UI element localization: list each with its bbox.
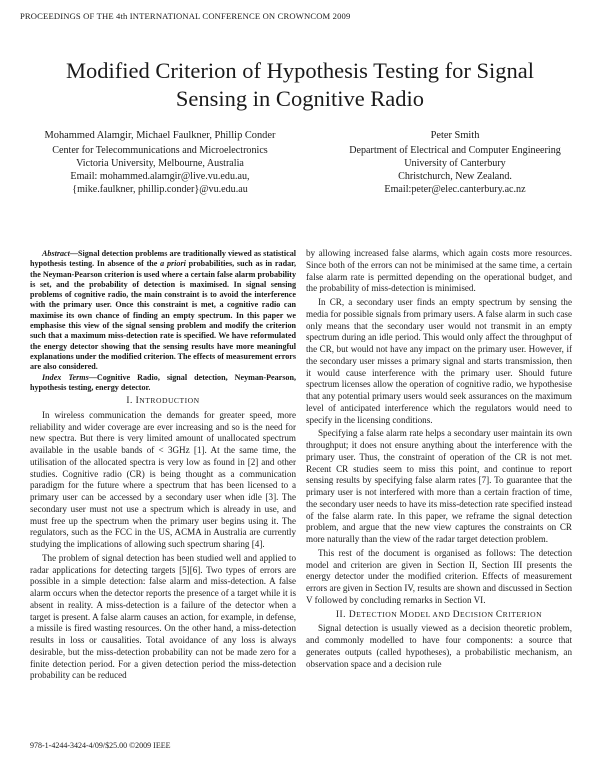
author-block-right xyxy=(330,130,580,197)
abstract-text-a: —Signal detection problems are traditionally viewed as statistical hypothesis testing. In absence of the xyxy=(30,249,296,269)
left-column xyxy=(30,249,296,682)
email-line-1: Email: mohammed.alamgir@live.vu.edu.au, xyxy=(70,171,250,183)
running-head: PROCEEDINGS OF THE 4th INTERNATIONAL CONFERENCE ON CROWNCOM 2009 xyxy=(20,11,351,21)
affiliation-line-3: Christchurch, New Zealand. xyxy=(398,171,512,183)
copyright-footer: 978-1-4244-3424-4/09/$25.00 ©2009 IEEE xyxy=(30,741,171,750)
section-heading-detection-model: II. DETECTION MODEL AND DECISION CRITERION xyxy=(335,609,543,620)
email-line-2: {mike.faulkner, phillip.conder}@vu.edu.au xyxy=(72,184,248,196)
abstract-text-b: probabilities, such as in radar, the Neyman-Pearson criterion is used where a certain false alarm probability is set, and the probability of detection is maximised. In signal sensing problems of cognitive radio, the main constraint is to avoid the interference with the primary user. Once this constraint is met, a cognitive radio can maximise its own chance of finding an empty spectrum. In this paper we emphasise this view of the signal sensing problem and modify the criterion such that a maximum miss-detection rate is specified. We have reformulated the energy detector showing that the sensing results have more meaningful explanations under the modified criterion. The effects of measurement errors are also considered. xyxy=(30,259,297,372)
affiliation-line-2: University of Canterbury xyxy=(404,157,506,169)
affiliation-line-1: Department of Electrical and Computer Engineering xyxy=(349,144,561,156)
title-line-1: Modified Criterion of Hypothesis Testing for Signal xyxy=(66,58,534,83)
abstract-label: Abstract xyxy=(42,249,70,258)
abstract-emphasis: a priori xyxy=(160,259,186,269)
email-line: Email:peter@elec.canterbury.ac.nz xyxy=(384,184,526,196)
index-terms-text: —Cognitive Radio, signal detection, Neyman-Pearson, hypothesis testing, energy detector. xyxy=(30,372,296,392)
paragraph: In CR, a secondary user finds an empty spectrum by sensing the media for possible signals from primary users. A false alarm in such case only means that the secondary user would not transmit in an empty spectrum during an idle period. This would only affect the throughput of the CR, but would not have any impact on the primary user. However, if the secondary user misses a primary signal and starts transmission, then it would cause interference with the primary user. Should future spectrum licenses allow the operation of cognitive radio, we hypothesise that any potential primary users would seek assurances on the maximum level of anticipated interference which the regulators would need to specify in the licensing conditions. xyxy=(306,297,572,425)
paragraph: The problem of signal detection has been studied well and applied to radar applications for detecting targets [5][6]. Two types of errors are possible in a simple detection: false alarm and miss-detection. A false alarm occurs when the detector reports the presence of a target while it is absent in reality. A miss-detection is a failure of the detector when a target is present. A false alarm causes an action, for example, in defense, a missile is fired wasting resources. On the other hand, a miss-detection results in loss or causalities. Total avoidance of any loss is always desirable, but the miss-detection probability can not be made zero for a finite detection period. For a given detection period the miss-detection probability can be reduced xyxy=(30,552,296,681)
author-names-left: Mohammed Alamgir, Michael Faulkner, Phillip Conder xyxy=(44,130,276,141)
affiliation-line-2: Victoria University, Melbourne, Australia xyxy=(76,157,244,169)
index-terms xyxy=(30,373,296,394)
paragraph: This rest of the document is organised as follows: The detection model and criterion are given in Section II, Section III presents the energy detector under the modified criterion. Effects of measurement errors are given in Section IV, results are shown and discussed in Section V followed by concluding remarks in Section VI. xyxy=(306,547,572,605)
right-column xyxy=(306,248,572,670)
paper-title xyxy=(0,57,600,113)
section-heading-introduction: I. INTRODUCTION xyxy=(126,396,200,407)
abstract xyxy=(30,249,296,373)
title-line-2: Sensing in Cognitive Radio xyxy=(175,86,425,111)
author-names-right: Peter Smith xyxy=(430,130,480,141)
paragraph: Signal detection is usually viewed as a decision theoretic problem, and commonly modelled to have four components: a source that generates outputs (called hypotheses), a probabilistic mechanism, an observation space and a decision rule xyxy=(306,623,572,669)
paragraph: In wireless communication the demands for greater speed, more reliability and wider coverage are ever increasing and so is the need for new spectra. But there is very limited amount of unallocated spectrum available in the usable bands of < 3GHz [1]. At the same time, the utilisation of the allocated spectra is very low as found in [2] and other studies. Cognitive radio (CR) is being thought as a communication paradigm for the future where a spectrum that has been licensed to a primary user can be accessed by a secondary user when idle [3]. The secondary user must not use a spectrum which is already in use, and must free up the spectrum when the primary user begins using it. The regulators, such as the FCC in the US, ACMA in Australia are currently studying the implications of allowing such spectrum sharing [4]. xyxy=(30,409,296,550)
author-block-left xyxy=(30,130,290,197)
paragraph: by allowing increased false alarms, which again costs more resources. Since both of the errors can not be minimised at the same time, a certain false alarm rate is permitted depending on the operational budget, and the probability of miss-detection is minimised. xyxy=(306,248,572,294)
index-terms-label: Index Terms xyxy=(42,372,89,382)
affiliation-line-1: Center for Telecommunications and Microelectronics xyxy=(52,144,268,156)
paragraph: Specifying a false alarm rate helps a secondary user maintain its own throughput; it does not ensure anything about the interference with the primary user. Thus, the constraint of operation of the CR is not met. Recent CR studies seem to miss this point, and continue to report sensing results by specifying false alarm rates [7]. To guarantee that the primary user is not interfered with more than a certain fraction of time, the secondary user needs to have its miss-detection rate specified instead of the false alarm rate. In this paper, we reframe the signal detection problem, and argue that the new view captures the constraints on CR more naturally than the view of the radar target detection problem. xyxy=(306,428,572,544)
